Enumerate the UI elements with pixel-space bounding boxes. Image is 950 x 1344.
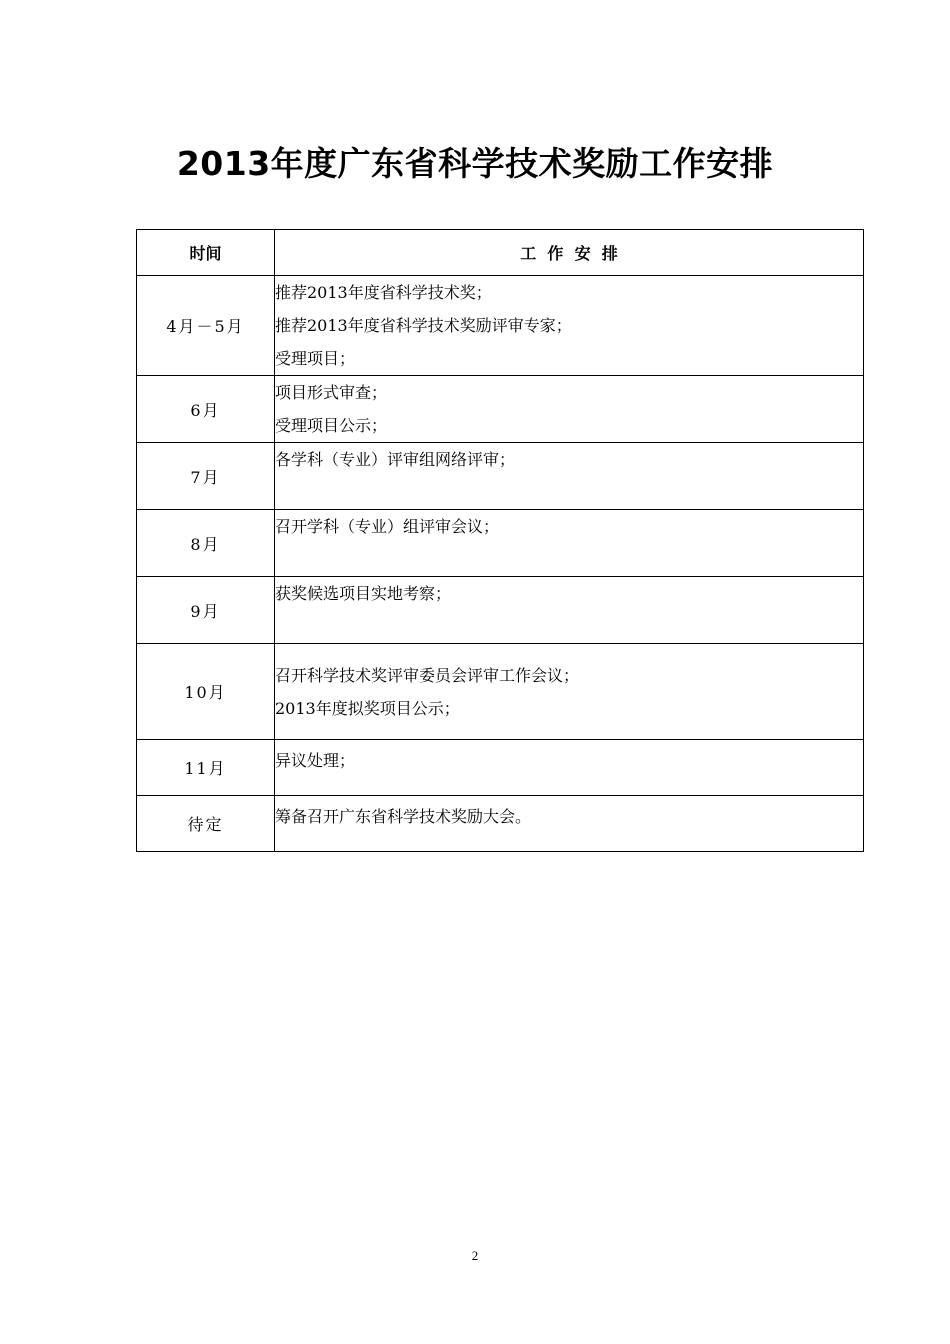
table-row: [137, 796, 864, 852]
plan-cell: [275, 276, 864, 376]
plan-item: 筹备召开广东省科学技术奖励大会。: [275, 807, 532, 826]
table-row: [137, 740, 864, 796]
schedule-table: [136, 229, 864, 852]
plan-item-blank: [275, 777, 863, 791]
plan-item: 受理项目公示；: [275, 416, 388, 435]
plan-item: 推荐2013年度省科学技术奖励评审专家；: [275, 316, 572, 335]
plan-cell: [275, 740, 864, 796]
column-header-plan-label: 工 作 安 排: [520, 244, 618, 263]
time-cell: 7月: [137, 443, 275, 510]
plan-item-blank: [275, 543, 863, 576]
plan-cell: [275, 644, 864, 740]
table-header-row: [137, 230, 864, 276]
table-row: [137, 577, 864, 644]
plan-item: 2013年度拟奖项目公示；: [275, 698, 460, 718]
plan-item: 各学科（专业）评审组网络评审；: [275, 450, 516, 469]
plan-cell: [275, 796, 864, 852]
table-row: [137, 443, 864, 510]
plan-item: 异议处理；: [275, 751, 356, 770]
table-row: [137, 276, 864, 376]
plan-item: 获奖候选项目实地考察；: [275, 584, 452, 603]
plan-cell: [275, 577, 864, 644]
plan-item-blank: [275, 610, 863, 643]
table-row: [137, 376, 864, 443]
plan-item-blank: [275, 476, 863, 509]
plan-item: 项目形式审查；: [275, 383, 388, 402]
plan-item: 推荐2013年度省科学技术奖；: [275, 283, 492, 302]
page-title: 2013年度广东省科学技术奖励工作安排: [176, 144, 774, 183]
plan-cell: [275, 510, 864, 577]
plan-item: 受理项目；: [275, 349, 356, 368]
plan-cell: [275, 443, 864, 510]
column-header-time: 时间: [137, 230, 275, 276]
plan-item: 召开科学技术奖评审委员会评审工作会议；: [275, 665, 580, 685]
time-cell: 8月: [137, 510, 275, 577]
time-cell: 6月: [137, 376, 275, 443]
table-row: [137, 510, 864, 577]
plan-item: 召开学科（专业）组评审会议；: [275, 517, 500, 536]
plan-item-blank: [275, 833, 863, 847]
time-cell: 待定: [137, 796, 275, 852]
time-cell: 4月－5月: [137, 276, 275, 376]
time-cell: 10月: [137, 644, 275, 740]
time-cell: 11月: [137, 740, 275, 796]
column-header-plan: [275, 230, 864, 276]
page-number: 2: [471, 1248, 479, 1263]
plan-cell: [275, 376, 864, 443]
table-row: [137, 644, 864, 740]
time-cell: 9月: [137, 577, 275, 644]
